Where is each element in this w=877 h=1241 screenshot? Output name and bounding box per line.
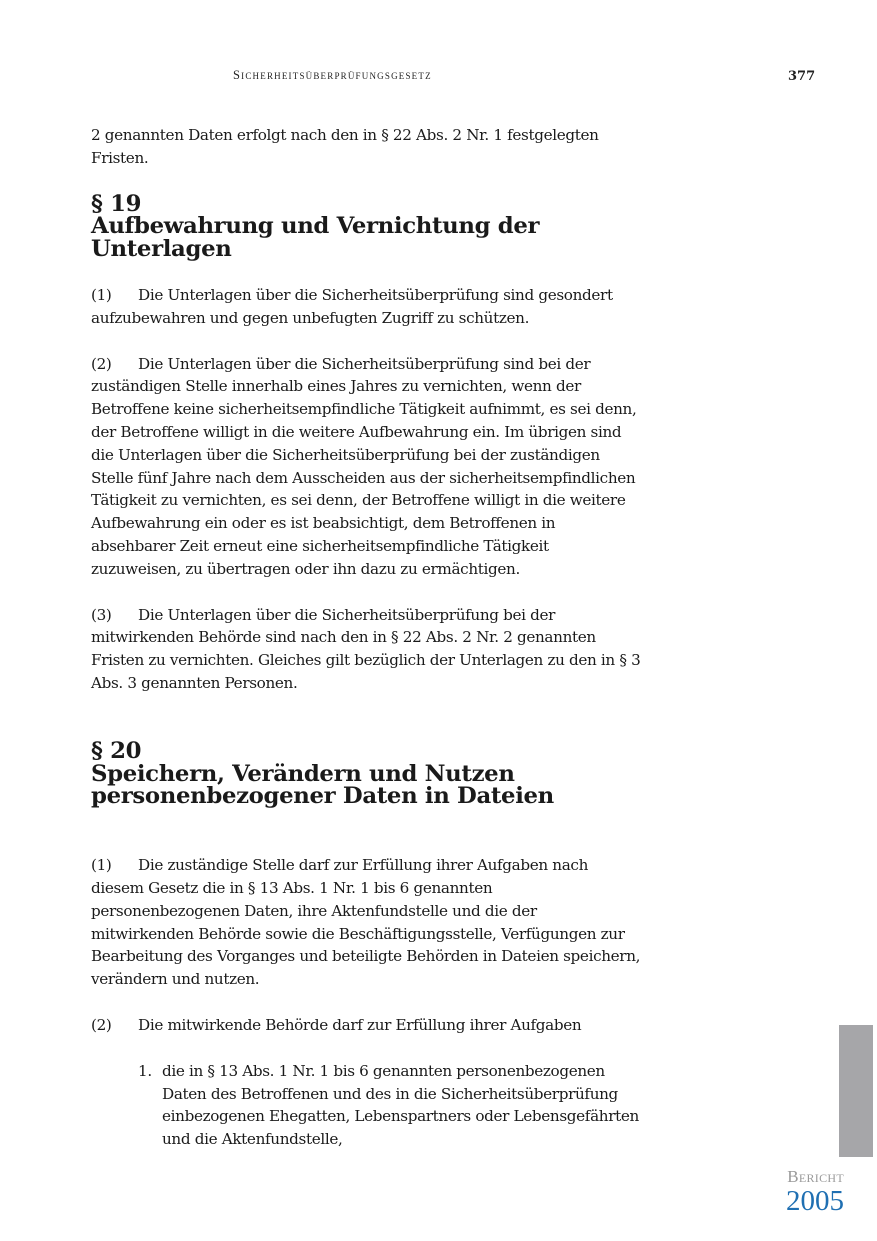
list-item-number: 1. [138, 1061, 152, 1080]
paragraph [91, 353, 643, 581]
paragraph-text: Die zuständige Stelle darf zur Erfüllung ihrer Aufgaben nach diesem Gesetz die in § 13 Abs. 1 Nr. 1 bis 6 genannten personenbezogenen Daten, ihre Aktenfundstelle und die der mitwirkenden Behörde sowie die Beschäftigungsstelle, Verfügungen zur Bearbeitung des Vorganges und beteiligte Behörden in Dateien speichern, verändern und nutzen. [91, 856, 641, 989]
list-item [91, 1060, 643, 1151]
document-body [91, 124, 643, 1151]
paragraph-number: (1) [91, 856, 112, 875]
report-brand [786, 1168, 844, 1216]
section-title: Aufbewahrung und Vernichtung der Unterlagen [91, 213, 540, 263]
brand-year: 2005 [786, 1185, 844, 1217]
paragraph-number: (3) [91, 605, 112, 624]
section-number: § 20 [91, 737, 142, 764]
paragraph-number: (2) [91, 354, 112, 373]
page-number: 377 [788, 69, 816, 84]
section-heading-19 [91, 190, 643, 263]
paragraph-text: Die Unterlagen über die Sicherheitsüberprüfung sind gesondert aufzubewahren und gegen unbefugten Zugriff zu schützen. [91, 285, 613, 327]
section-number: § 19 [91, 190, 142, 217]
paragraph [91, 604, 643, 695]
sidebar-tab-marker [839, 1025, 873, 1157]
section-heading-20 [91, 737, 643, 810]
intro-text: 2 genannten Daten erfolgt nach den in § 22 Abs. 2 Nr. 1 festgelegten Fristen. [91, 126, 599, 167]
paragraph [91, 1014, 643, 1037]
paragraph-text: Die Unterlagen über die Sicherheitsüberprüfung sind bei der zuständigen Stelle innerhalb eines Jahres zu vernichten, wenn der Betroffene keine sicherheitsempfindliche Tätigkeit aufnimmt, es sei denn, der Betroffene willigt in die weitere Aufbewahrung ein. Im übrigen sind die Unterlagen über die Sicherheitsüberprüfung bei der zuständigen Stelle fünf Jahre nach dem Ausscheiden aus der sicherheitsempfindlichen Tätigkeit zu vernichten, es sei denn, der Betroffene willigt in die weitere Aufbewahrung ein oder es ist beabsichtigt, dem Betroffenen in absehbarer Zeit erneut eine sicherheitsempfindliche Tätigkeit zuzuweisen, zu übertragen oder ihn dazu zu ermächtigen. [91, 354, 637, 578]
list-item-text: die in § 13 Abs. 1 Nr. 1 bis 6 genannten personenbezogenen Daten des Betroffenen und des in die Sicherheitsüberprüfung einbezogenen Ehegatten, Lebenspartners oder Lebensgefährten und die Aktenfundstelle, [162, 1061, 639, 1149]
paragraph-number: (2) [91, 1015, 112, 1034]
paragraph-text: Die Unterlagen über die Sicherheitsüberprüfung bei der mitwirkenden Behörde sind nach den in § 22 Abs. 2 Nr. 2 genannten Fristen zu vernichten. Gleiches gilt bezüglich der Unterlagen zu den in § 3 Abs. 3 genannten Personen. [91, 605, 641, 692]
paragraph-text: Die mitwirkende Behörde darf zur Erfüllung ihrer Aufgaben [138, 1015, 582, 1034]
brand-word: Bericht [787, 1167, 844, 1186]
running-header: Sicherheitsüberprüfungsgesetz [233, 68, 432, 82]
section-title: Speichern, Verändern und Nutzen personenbezogener Daten in Dateien [91, 760, 554, 810]
paragraph [91, 854, 643, 991]
paragraph [91, 284, 643, 330]
paragraph-number: (1) [91, 285, 112, 304]
